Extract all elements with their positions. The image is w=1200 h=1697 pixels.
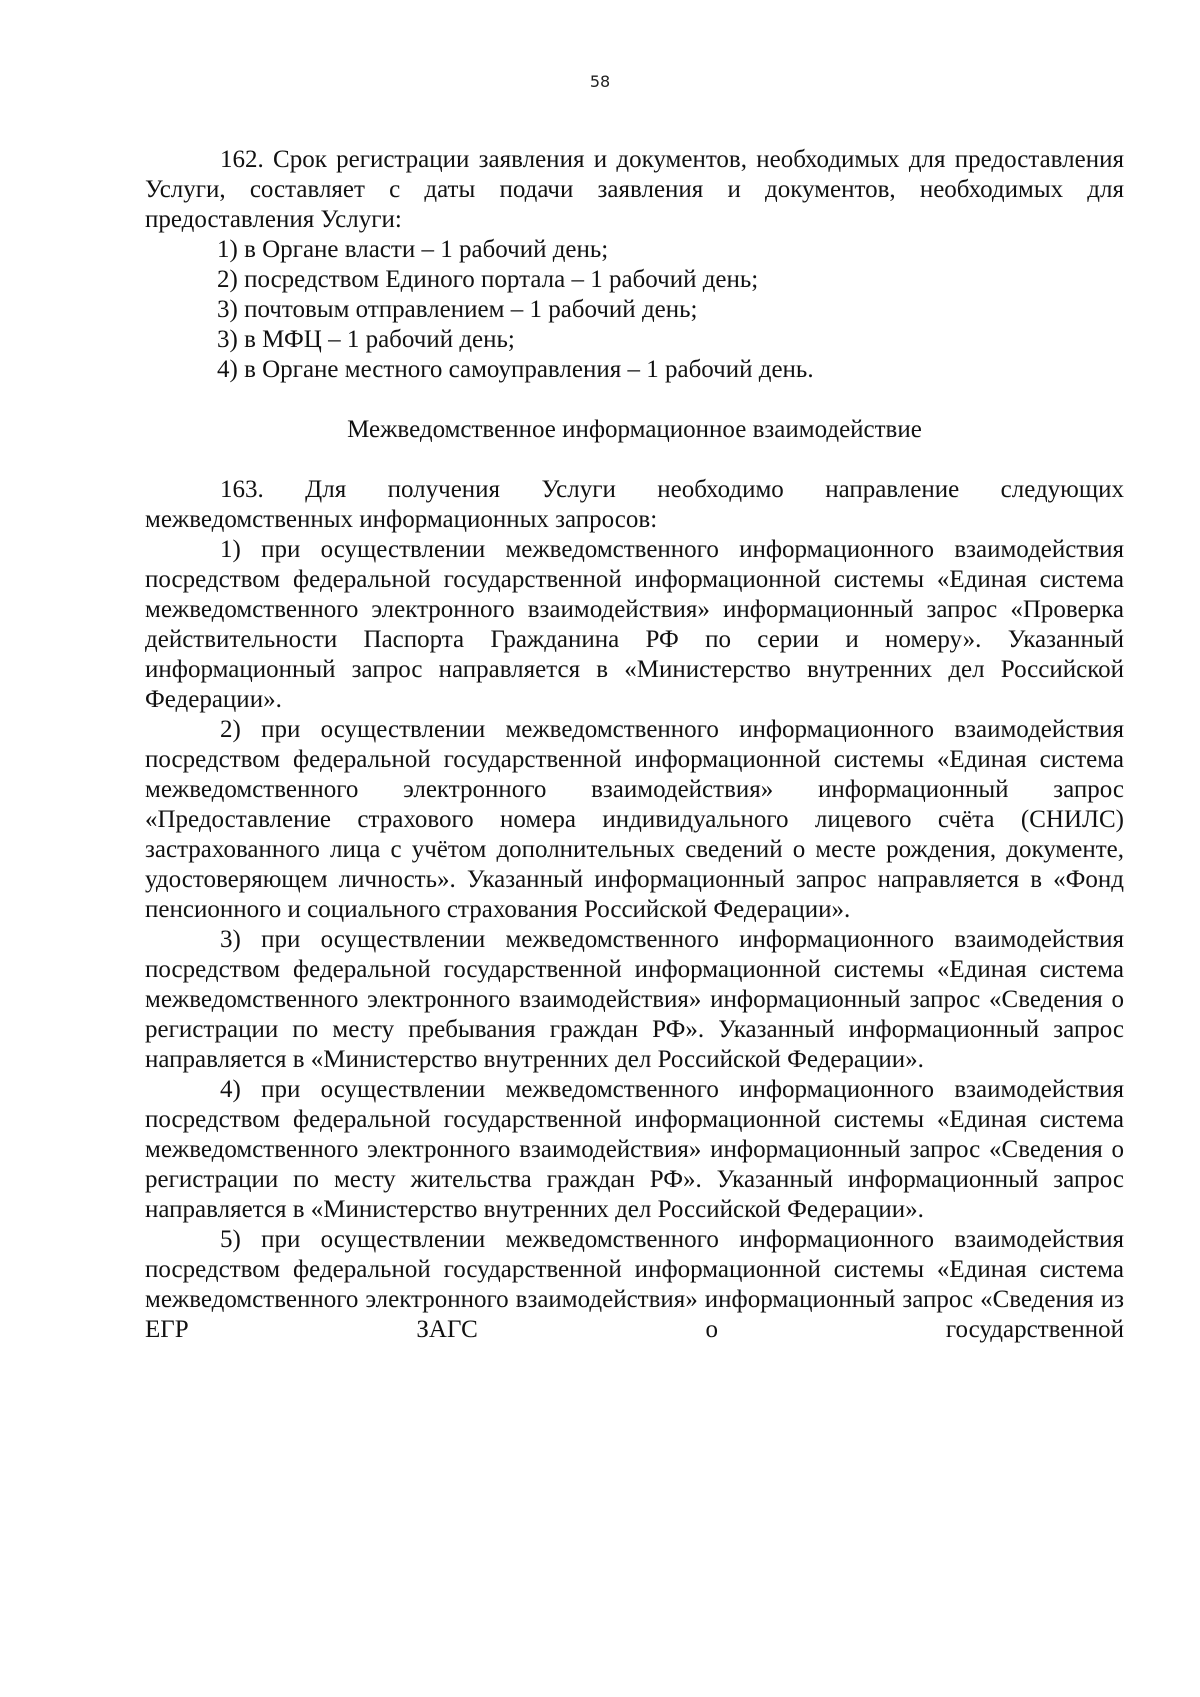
list-item-162-2: 2) посредством Единого портала – 1 рабочий день; xyxy=(217,266,759,293)
paragraph-163-item-5: 5) при осуществлении межведомственного информационного взаимодействия посредством федеральной государственной информационной системы «Единая система межведомственного электронного взаимодействия» информационный запрос «Сведения из ЕГР ЗАГС о государственной xyxy=(145,1226,1124,1343)
list-item-162-3: 3) почтовым отправлением – 1 рабочий день; xyxy=(217,296,698,323)
paragraph-163: 163. Для получения Услуги необходимо направление следующих межведомственных информационных запросов: xyxy=(145,476,1124,533)
paragraph-162: 162. Срок регистрации заявления и документов, необходимых для предоставления Услуги, составляет с даты подачи заявления и документов, необходимых для предоставления Услуги: xyxy=(145,146,1124,233)
paragraph-163-item-2: 2) при осуществлении межведомственного информационного взаимодействия посредством федеральной государственной информационной системы «Единая система межведомственного электронного взаимодействия» информационный запрос «Предоставление страхового номера индивидуального лицевого счёта (СНИЛС) застрахованного лица с учётом дополнительных сведений о месте рождения, документе, удостоверяющем личность». Указанный информационный запрос направляется в «Фонд пенсионного и социального страхования Российской Федерации». xyxy=(145,716,1124,923)
list-item-162-4: 3) в МФЦ – 1 рабочий день; xyxy=(217,326,515,353)
document-body xyxy=(145,145,1124,1345)
page-number: 58 xyxy=(589,72,611,91)
paragraph-163-item-1: 1) при осуществлении межведомственного информационного взаимодействия посредством федеральной государственной информационной системы «Единая система межведомственного электронного взаимодействия» информационный запрос «Проверка действительности Паспорта Гражданина РФ по серии и номеру». Указанный информационный запрос направляется в «Министерство внутренних дел Российской Федерации». xyxy=(145,536,1124,713)
paragraph-163-item-3: 3) при осуществлении межведомственного информационного взаимодействия посредством федеральной государственной информационной системы «Единая система межведомственного электронного взаимодействия» информационный запрос «Сведения о регистрации по месту пребывания граждан РФ». Указанный информационный запрос направляется в «Министерство внутренних дел Российской Федерации». xyxy=(145,926,1124,1073)
paragraph-163-item-4: 4) при осуществлении межведомственного информационного взаимодействия посредством федеральной государственной информационной системы «Единая система межведомственного электронного взаимодействия» информационный запрос «Сведения о регистрации по месту жительства граждан РФ». Указанный информационный запрос направляется в «Министерство внутренних дел Российской Федерации». xyxy=(145,1076,1124,1223)
list-item-162-5: 4) в Органе местного самоуправления – 1 рабочий день. xyxy=(217,356,814,383)
section-heading: Межведомственное информационное взаимодействие xyxy=(347,416,922,443)
list-item-162-1: 1) в Органе власти – 1 рабочий день; xyxy=(217,236,609,263)
